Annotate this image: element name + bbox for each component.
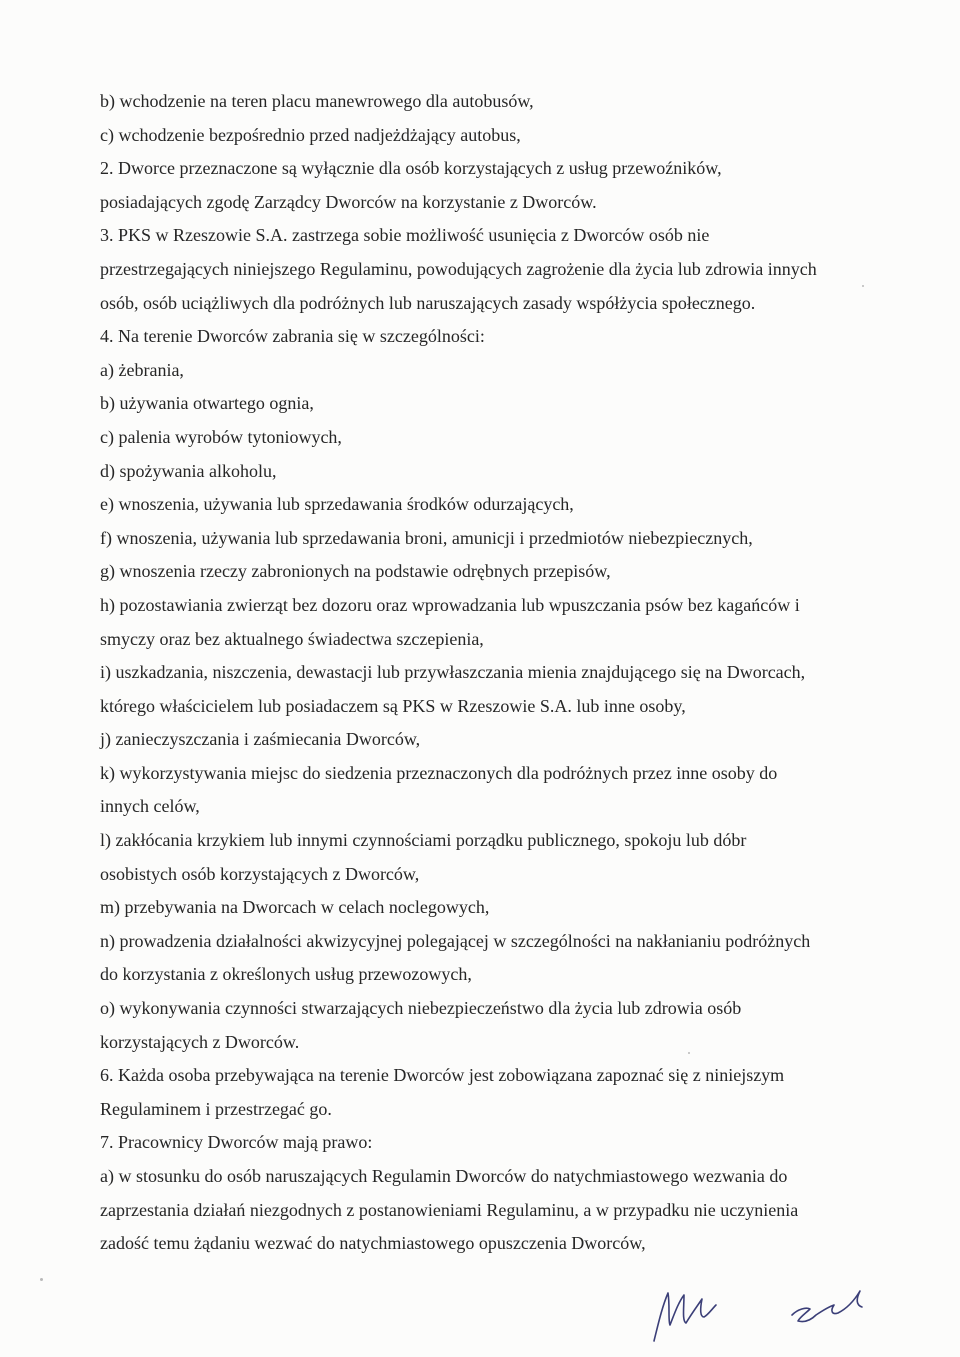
signature-initials-2 xyxy=(792,1291,862,1322)
text-line: 6. Każda osoba przebywająca na terenie Dworców jest zobowiązana zapoznać się z niniejszym xyxy=(100,1065,785,1086)
handwritten-signatures xyxy=(640,1265,900,1345)
text-line: o) wykonywania czynności stwarzających niebezpieczeństwo dla życia lub zdrowia osób xyxy=(100,998,742,1019)
text-line: którego właścicielem lub posiadaczem są PKS w Rzeszowie S.A. lub inne osoby, xyxy=(100,695,686,716)
text-line: b) wchodzenie na teren placu manewrowego dla autobusów, xyxy=(100,91,534,111)
text-line: l) zakłócania krzykiem lub innymi czynnościami porządku publicznego, spokoju lub dóbr xyxy=(100,830,747,851)
text-line: korzystających z Dworców. xyxy=(100,1031,300,1052)
text-line: a) żebrania, xyxy=(100,359,184,380)
text-line: c) wchodzenie bezpośrednio przed nadjeżdżający autobus, xyxy=(100,124,521,145)
text-line: j) zanieczyszczania i zaśmiecania Dworców, xyxy=(100,729,421,750)
text-line: 2. Dworce przeznaczone są wyłącznie dla osób korzystających z usług przewoźników, xyxy=(100,158,722,179)
text-line: innych celów, xyxy=(100,796,200,817)
signature-initials-1 xyxy=(654,1293,716,1341)
text-line: do korzystania z określonych usług przewozowych, xyxy=(100,964,472,985)
text-line: f) wnoszenia, używania lub sprzedawania broni, amunicji i przedmiotów niebezpiecznych, xyxy=(100,527,753,548)
regulation-text xyxy=(100,85,876,1261)
scan-speck xyxy=(40,1278,43,1281)
text-line: d) spożywania alkoholu, xyxy=(100,460,277,481)
text-line: osób, osób uciążliwych dla podróżnych lub naruszających zasady współżycia społecznego. xyxy=(100,292,756,313)
text-line: m) przebywania na Dworcach w celach noclegowych, xyxy=(100,897,490,918)
text-line: posiadających zgodę Zarządcy Dworców na korzystanie z Dworców. xyxy=(100,191,597,212)
text-line: e) wnoszenia, używania lub sprzedawania środków odurzających, xyxy=(100,494,574,515)
text-line: g) wnoszenia rzeczy zabronionych na podstawie odrębnych przepisów, xyxy=(100,561,611,582)
text-line: przestrzegających niniejszego Regulaminu, powodujących zagrożenie dla życia lub zdrowia innych xyxy=(100,258,817,279)
text-line: Regulaminem i przestrzegać go. xyxy=(100,1098,332,1119)
text-line: 4. Na terenie Dworców zabrania się w szczególności: xyxy=(100,326,485,347)
text-line: zaprzestania działań niezgodnych z postanowieniami Regulaminu, a w przypadku nie uczynienia xyxy=(100,1199,799,1220)
text-line: b) używania otwartego ognia, xyxy=(100,393,314,414)
text-line: 3. PKS w Rzeszowie S.A. zastrzega sobie możliwość usunięcia z Dworców osób nie xyxy=(100,225,710,246)
text-line: h) pozostawiania zwierząt bez dozoru oraz wprowadzania lub wpuszczania psów bez kagańców i xyxy=(100,594,800,615)
text-line: n) prowadzenia działalności akwizycyjnej polegającej w szczególności na nakłanianiu podróżnych xyxy=(100,930,811,951)
text-line: 7. Pracownicy Dworców mają prawo: xyxy=(100,1132,373,1153)
text-line: k) wykorzystywania miejsc do siedzenia przeznaczonych dla podróżnych przez inne osoby do xyxy=(100,762,778,783)
text-line: i) uszkadzania, niszczenia, dewastacji lub przywłaszczania mienia znajdującego się na Dworcach, xyxy=(100,662,806,683)
text-line: zadość temu żądaniu wezwać do natychmiastowego opuszczenia Dworców, xyxy=(100,1233,646,1254)
text-line: a) w stosunku do osób naruszających Regulamin Dworców do natychmiastowego wezwania do xyxy=(100,1166,788,1186)
text-line: smyczy oraz bez aktualnego świadectwa szczepienia, xyxy=(100,628,484,649)
text-line: c) palenia wyrobów tytoniowych, xyxy=(100,426,342,447)
text-line: osobistych osób korzystających z Dworców, xyxy=(100,863,420,884)
